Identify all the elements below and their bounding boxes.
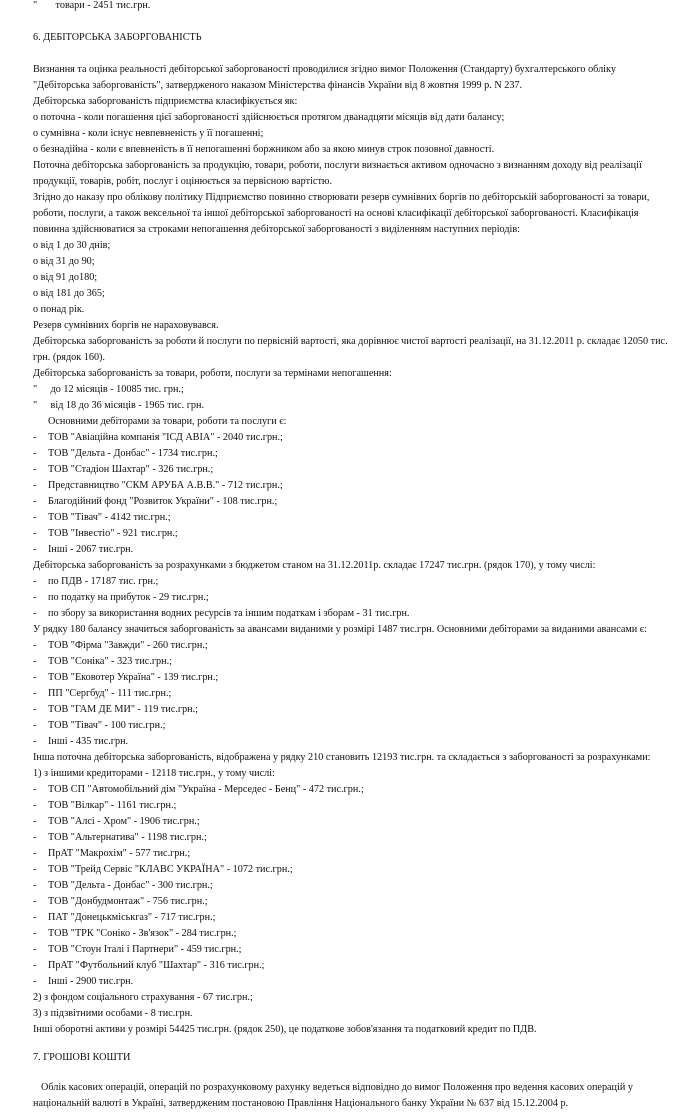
main-debtor-item (33, 510, 686, 526)
other-creditor-item-text: ТОВ "ТРК "Соніко - Зв'язок" - 284 тис.грн.; (48, 928, 237, 939)
paragraph-line: роботи, послуги, а також вексельної та іншої дебіторської заборгованості на основі класифікації дебіторської заборгованості. Класифікація (33, 208, 639, 219)
terms-item (33, 382, 686, 398)
paragraph-line: Згідно до наказу про облікову політику Підприємство повинно створювати резерв сумнівних боргів по дебіторській заборгованості за товари, (33, 192, 650, 203)
dash-marker: - (33, 608, 37, 619)
advance-item (33, 638, 686, 654)
other-1-list (33, 782, 686, 990)
budget-title: Дебіторська заборгованість за розрахунками з бюджетом станом на 31.12.2011р. складає 17247 тис.грн. (рядок 170), у тому числі: (33, 560, 596, 571)
other-1-title: 1) з іншими кредиторами - 12118 тис.грн., у тому числі: (33, 768, 275, 779)
paragraph-line: Резерв сумнівних боргів не нараховувався. (33, 320, 219, 331)
other-creditor-item (33, 862, 686, 878)
period-item: о від 1 до 30 днів; (33, 240, 111, 251)
main-debtor-item-text: ТОВ "Дельта - Донбас" - 1734 тис.грн.; (48, 448, 218, 459)
advance-item-text: ТОВ "Тівач" - 100 тис.грн.; (48, 720, 166, 731)
main-debtor-item (33, 462, 686, 478)
other-creditor-item-text: ТОВ "Вілкар" - 1161 тис.грн.; (48, 800, 177, 811)
budget-item (33, 574, 686, 590)
works-paragraph-line: Дебіторська заборгованість за роботи й послуги по первісній вартості, яка дорівнює чистої вартості реалізації, на 31.12.2011 р. складає 12050 тис. (33, 336, 668, 347)
other-creditor-item-text: ТОВ СП "Автомобільний дім "Україна - Мерседес - Бенц" - 472 тис.грн.; (48, 784, 364, 795)
other-creditor-item (33, 798, 686, 814)
other-creditor-item-text: ТОВ "Дельта - Донбас" - 300 тис.грн.; (48, 880, 213, 891)
paragraph-line: Поточна дебіторська заборгованість за продукцію, товари, роботи, послуги визнається активом одночасно з визнанням доходу від реалізації (33, 160, 642, 171)
paragraph-line: о безнадійна - коли є впевненість в її непогашенні боржником або за якою минув строк позовної давності. (33, 144, 495, 155)
other-creditor-item (33, 846, 686, 862)
advance-item-text: ТОВ "Соніка" - 323 тис.грн.; (48, 656, 172, 667)
paragraph-line: Дебіторська заборгованість підприємства класифікується як: (33, 96, 298, 107)
main-debtor-item (33, 526, 686, 542)
main-debtor-item-text: Інші - 2067 тис.грн. (48, 544, 134, 555)
other-creditor-item-text: ТОВ "Трейд Сервіс "КЛАВС УКРАЇНА" - 1072 тис.грн.; (48, 864, 293, 875)
paragraph-line: Облік касових операцій, операцій по розрахунковому рахунку ведеться відповідно до вимог Положення про ведення касових операцій у (41, 1082, 633, 1093)
main-debtor-item (33, 430, 686, 446)
advance-item (33, 686, 686, 702)
main-debtor-item (33, 542, 686, 558)
dash-marker: - (33, 832, 37, 843)
budget-item (33, 590, 686, 606)
period-item: о від 91 до180; (33, 272, 98, 283)
advance-item (33, 654, 686, 670)
paragraph-line: "Дебіторська заборгованість", затвердженого наказом Міністерства фінансів України від 8 жовтня 1999 р. N 237. (33, 80, 523, 91)
works-paragraph-line: грн. (рядок 160). (33, 352, 105, 363)
period-item: о від 181 до 365; (33, 288, 105, 299)
main-debtor-item-text: ТОВ "Інвестіо" - 921 тис.грн.; (48, 528, 178, 539)
other-creditor-item-text: Інші - 2900 тис.грн. (48, 976, 134, 987)
quote-marker: " (33, 400, 38, 411)
period-item: о від 31 до 90; (33, 256, 95, 267)
budget-item (33, 606, 686, 622)
budget-list (33, 574, 686, 622)
top-line-text: товари - 2451 тис.грн. (55, 0, 151, 11)
section-7-title: 7. ГРОШОВІ КОШТИ (33, 1052, 131, 1063)
advance-item (33, 702, 686, 718)
dash-marker: - (33, 864, 37, 875)
dash-marker: - (33, 960, 37, 971)
dash-marker: - (33, 720, 37, 731)
paragraph-line: о сумнівна - коли існує невпевненість у її погашенні; (33, 128, 264, 139)
dash-marker: - (33, 848, 37, 859)
advance-item (33, 734, 686, 750)
top-line (33, 0, 686, 14)
advance-item-text: Інші - 435 тис.грн. (48, 736, 129, 747)
quote-marker: " (33, 0, 38, 11)
dash-marker: - (33, 944, 37, 955)
quote-marker: " (33, 384, 38, 395)
budget-item-text: по податку на прибуток - 29 тис.грн.; (48, 592, 209, 603)
terms-item-text: від 18 до 36 місяців - 1965 тис. грн. (50, 400, 204, 411)
other-creditor-item-text: ТОВ "Стоун Італі і Партнери" - 459 тис.грн.; (48, 944, 242, 955)
budget-item-text: по збору за використання водних ресурсів та іншим податкам і зборам - 31 тис.грн. (48, 608, 410, 619)
paragraph-line: національній валюті в Україні, затвердженим постановою Правління Національного банку України № 637 від 15.12.2004 р. (33, 1098, 569, 1109)
other-2-line: 2) з фондом соціального страхування - 67 тис.грн.; (33, 992, 253, 1003)
budget-item-text: по ПДВ - 17187 тис. грн.; (48, 576, 159, 587)
section-6-intro (33, 62, 686, 334)
main-debtor-item-text: Представництво "СКМ АРУБА А.В.В." - 712 тис.грн.; (48, 480, 283, 491)
other-creditor-item-text: ТОВ "Альтернатива" - 1198 тис.грн.; (48, 832, 207, 843)
section-6-title: 6. ДЕБІТОРСЬКА ЗАБОРГОВАНІСТЬ (33, 32, 202, 43)
other-creditor-item-text: ПАТ "Донецькміськгаз" - 717 тис.грн.; (48, 912, 216, 923)
dash-marker: - (33, 736, 37, 747)
dash-marker: - (33, 816, 37, 827)
other-creditor-item (33, 926, 686, 942)
advance-item (33, 718, 686, 734)
other-creditor-item (33, 830, 686, 846)
main-debtor-item-text: ТОВ "Тівач" - 4142 тис.грн.; (48, 512, 171, 523)
other-creditor-item (33, 974, 686, 990)
dash-marker: - (33, 704, 37, 715)
other-3-line: 3) з підзвітними особами - 8 тис.грн. (33, 1008, 193, 1019)
dash-marker: - (33, 544, 37, 555)
dash-marker: - (33, 880, 37, 891)
dash-marker: - (33, 928, 37, 939)
other-creditor-item (33, 942, 686, 958)
other-title: Інша поточна дебіторська заборгованість, відображена у рядку 210 становить 12193 тис.грн. та складається з заборгованості за розрахунками: (33, 752, 651, 763)
dash-marker: - (33, 432, 37, 443)
advance-item-text: ПП "Сергбуд" - 111 тис.грн.; (48, 688, 172, 699)
dash-marker: - (33, 912, 37, 923)
dash-marker: - (33, 784, 37, 795)
dash-marker: - (33, 896, 37, 907)
main-debtors-title: Основними дебіторами за товари, роботи та послуги є: (48, 416, 287, 427)
dash-marker: - (33, 576, 37, 587)
dash-marker: - (33, 672, 37, 683)
dash-marker: - (33, 800, 37, 811)
advances-list (33, 638, 686, 750)
advance-item-text: ТОВ "ГАМ ДЕ МИ" - 119 тис.грн.; (48, 704, 198, 715)
advance-item (33, 670, 686, 686)
other-creditor-item-text: ТОВ "Алсі - Хром" - 1906 тис.грн.; (48, 816, 200, 827)
other-creditor-item (33, 878, 686, 894)
paragraph-line: повинна здійснюватися за строками непогашення дебіторської заборгованості з виділенням наступних періодів: (33, 224, 520, 235)
main-debtor-item (33, 478, 686, 494)
other-creditor-item (33, 894, 686, 910)
dash-marker: - (33, 448, 37, 459)
terms-item-text: до 12 місяців - 10085 тис. грн.; (50, 384, 184, 395)
dash-marker: - (33, 592, 37, 603)
other-creditor-item (33, 814, 686, 830)
dash-marker: - (33, 656, 37, 667)
terms-title: Дебіторська заборгованість за товари, роботи, послуги за термінами непогашення: (33, 368, 392, 379)
paragraph-line: Визнання та оцінка реальності дебіторської заборгованості проводилися згідно вимог Положення (Стандарту) бухгалтерського обліку (33, 64, 616, 75)
main-debtor-item (33, 446, 686, 462)
other-creditor-item (33, 910, 686, 926)
dash-marker: - (33, 528, 37, 539)
main-debtor-item-text: Благодійний фонд "Розвиток України" - 108 тис.грн.; (48, 496, 278, 507)
terms-item (33, 398, 686, 414)
other-creditor-item (33, 958, 686, 974)
paragraph-line: о поточна - коли погашення цієї заборгованості здійснюється протягом дванадцяти місяців від дати балансу; (33, 112, 505, 123)
other-creditor-item-text: ПрАТ "Футбольний клуб "Шахтар" - 316 тис.грн.; (48, 960, 265, 971)
dash-marker: - (33, 496, 37, 507)
other-creditor-item-text: ПрАТ "Макрохім" - 577 тис.грн.; (48, 848, 191, 859)
main-debtor-item (33, 494, 686, 510)
dash-marker: - (33, 480, 37, 491)
dash-marker: - (33, 688, 37, 699)
advances-title: У рядку 180 балансу значиться заборгованість за авансами виданими у розмірі 1487 тис.грн. Основними дебіторами за виданими авансами є: (33, 624, 648, 635)
advance-item-text: ТОВ "Фірма "Завжди" - 260 тис.грн.; (48, 640, 208, 651)
main-debtors-list (33, 430, 686, 558)
advance-item-text: ТОВ "Ековотер Україна" - 139 тис.грн.; (48, 672, 219, 683)
dash-marker: - (33, 976, 37, 987)
other-creditor-item-text: ТОВ "Донбудмонтаж" - 756 тис.грн.; (48, 896, 208, 907)
main-debtor-item-text: ТОВ "Стадіон Шахтар" - 326 тис.грн.; (48, 464, 214, 475)
other-creditor-item (33, 782, 686, 798)
period-item: о понад рік. (33, 304, 85, 315)
paragraph-line: продукції, товарів, робіт, послуг і оцінюється за первісною вартістю. (33, 176, 333, 187)
dash-marker: - (33, 464, 37, 475)
dash-marker: - (33, 512, 37, 523)
dash-marker: - (33, 640, 37, 651)
main-debtor-item-text: ТОВ "Авіаційна компанія "ІСД АВІА" - 2040 тис.грн.; (48, 432, 283, 443)
final-line: Інші оборотні активи у розмірі 54425 тис.грн. (рядок 250), це податкове зобов'язання та податковий кредит по ПДВ. (33, 1024, 537, 1035)
